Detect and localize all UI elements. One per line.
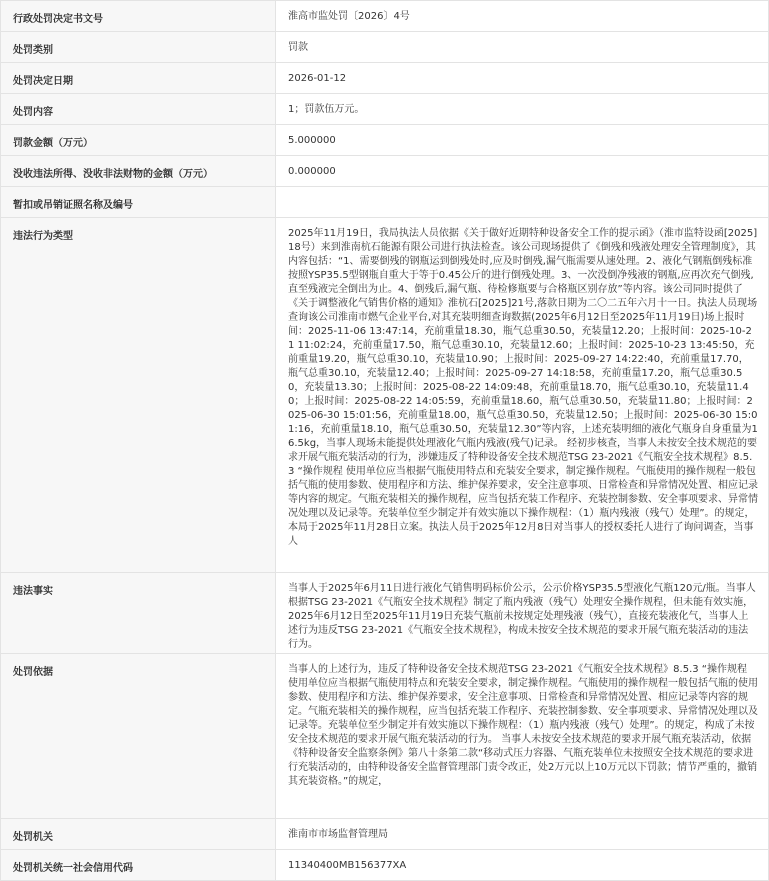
table-row	[1, 32, 769, 63]
row-value: 当事人于2025年6月11日进行液化气销售明码标价公示，公示价格YSP35.5型液化气瓶120元/瓶。当事人根据TSG 23-2021《气瓶安全技术规程》制定了瓶内残液（残气）处理安全操作规程，但未能有效实施，2025年6月12日至2025年11月19日充装气瓶前未按规定处理残液（残气），直接充装液化气，当事人上述行为违反TSG 23-2021《气瓶安全技术规程》，构成未按安全技术规范的要求开展气瓶充装活动的违法行为。	[276, 573, 769, 654]
table-row	[1, 819, 769, 850]
table-row	[1, 156, 769, 187]
table-row	[1, 125, 769, 156]
row-value: 当事人的上述行为，违反了特种设备安全技术规范TSG 23-2021《气瓶安全技术规程》8.5.3 “操作规程 使用单位应当根据气瓶使用特点和充装安全要求，制定操作规程。气瓶使用的操作规程一般包括气瓶的使用参数、使用程序和方法、维护保养要求，安全注意事项、日常检查和异常情况处置、相应记录等内容的规定。气瓶充装相关的操作规程，应当包括充装工作程序、充装控制参数、安全事项要求、异常情况处理以及记录等。充装单位至少制定并有效实施以下操作规程：（1）瓶内残液（残气）处理”。的规定，构成了未按安全技术规范的要求开展气瓶充装活动的行为。 当事人未按安全技术规范的要求开展气瓶充装活动，依据《特种设备安全监察条例》第八十条第二款“移动式压力容器、气瓶充装单位未按照安全技术规范的要求进行充装活动的，由特种设备安全监督管理部门责令改正，处2万元以上10万元以下罚款；情节严重的，撤销其充装资格。”的规定，	[276, 654, 769, 819]
row-value: 淮南市市场监督管理局	[276, 819, 769, 850]
row-label: 罚款金额（万元）	[1, 125, 276, 156]
row-label: 处罚机关	[1, 819, 276, 850]
table-row	[1, 94, 769, 125]
table-row	[1, 63, 769, 94]
row-label: 处罚机关统一社会信用代码	[1, 850, 276, 881]
row-label: 违法行为类型	[1, 218, 276, 573]
row-value: 罚款	[276, 32, 769, 63]
row-label: 暂扣或吊销证照名称及编号	[1, 187, 276, 218]
row-label: 处罚类别	[1, 32, 276, 63]
row-label: 处罚决定日期	[1, 63, 276, 94]
table-row	[1, 850, 769, 881]
row-label: 处罚依据	[1, 654, 276, 819]
table-row	[1, 654, 769, 819]
row-label: 处罚内容	[1, 94, 276, 125]
table-row	[1, 1, 769, 32]
row-value: 2026-01-12	[276, 63, 769, 94]
table-row	[1, 573, 769, 654]
row-value: 2025年11月19日，我局执法人员依据《关于做好近期特种设备安全工作的提示函》（淮市监特设函[2025]18号）来到淮南杭石能源有限公司进行执法检查。该公司现场提供了《倒残和残液处理安全管理制度》，其内容包括：“1、需要倒残的钢瓶运到倒残处时,应及时倒残,漏气瓶需要从速处理。2、液化气钢瓶倒残标准按照YSP35.5型钢瓶自重大于等于0.45公斤的进行倒残处理。3、一次没倒净残液的钢瓶,应再次充气倒残,直至残液完全倒出为止。4、倒残后,漏气瓶、待检修瓶要与合格瓶区别存放”等内容。该公司同时提供了《关于调整液化气销售价格的通知》淮杭石[2025]21号,落款日期为二〇二五年六月十一日。执法人员现场查询该公司淮南市燃气企业平台,对其充装明细查询数据(2025年6月12日至2025年11月19日)场上报时间：2025-11-06 13:47:14，充前重量18.30，瓶气总重30.50，充装量12.20；上报时间：2025-10-21 11:02:24，充前重量17.50，瓶气总重30.10，充装量12.60；上报时间：2025-10-23 13:45:50，充前重量19.20，瓶气总重30.10，充装量10.90；上报时间：2025-09-27 14:22:40，充前重量17.70，瓶气总重30.10，充装量12.40；上报时间：2025-09-27 14:18:58，充前重量17.20，瓶气总重30.50，充装量13.30；上报时间：2025-08-22 14:09:48，充前重量18.70，瓶气总重30.10，充装量11.40；上报时间：2025-08-22 14:05:59，充前重量18.60，瓶气总重30.50，充装量11.80；上报时间：2025-06-30 15:01:56，充前重量18.00，瓶气总重30.50，充装量12.50；上报时间：2025-06-30 15:01:16，充前重量18.10，瓶气总重30.50，充装量12.30”等内容，上述充装明细的液化气瓶身自身重量为16.5kg，当事人现场未能提供处理液化气瓶内残液(残气)记录。 经初步核查，当事人未按安全技术规范的要求开展气瓶充装活动的行为，涉嫌违反了特种设备安全技术规范TSG 23-2021《气瓶安全技术规程》8.5.3 “操作规程 使用单位应当根据气瓶使用特点和充装安全要求，制定操作规程。气瓶使用的操作规程一般包括气瓶的使用参数、使用程序和方法、维护保养要求，安全注意事项、日常检查和异常情况处置、相应记录等内容的规定。气瓶充装相关的操作规程，应当包括充装工作程序、充装控制参数、安全事项要求、异常情况处理以及记录等。充装单位至少制定并有效实施以下操作规程：（1）瓶内残液（残气）处理”。的规定，本局于2025年11月28日立案。执法人员于2025年12月8日对当事人的授权委托人进行了询问调查，当事人	[276, 218, 769, 573]
row-label: 没收违法所得、没收非法财物的金额（万元）	[1, 156, 276, 187]
row-label: 行政处罚决定书文号	[1, 1, 276, 32]
row-value: 11340400MB156377XA	[276, 850, 769, 881]
row-value: 1；罚款伍万元。	[276, 94, 769, 125]
row-value: 5.000000	[276, 125, 769, 156]
row-value	[276, 187, 769, 218]
row-value: 0.000000	[276, 156, 769, 187]
row-label: 违法事实	[1, 573, 276, 654]
table-row	[1, 187, 769, 218]
row-value: 淮高市监处罚〔2026〕4号	[276, 1, 769, 32]
table-row	[1, 218, 769, 573]
